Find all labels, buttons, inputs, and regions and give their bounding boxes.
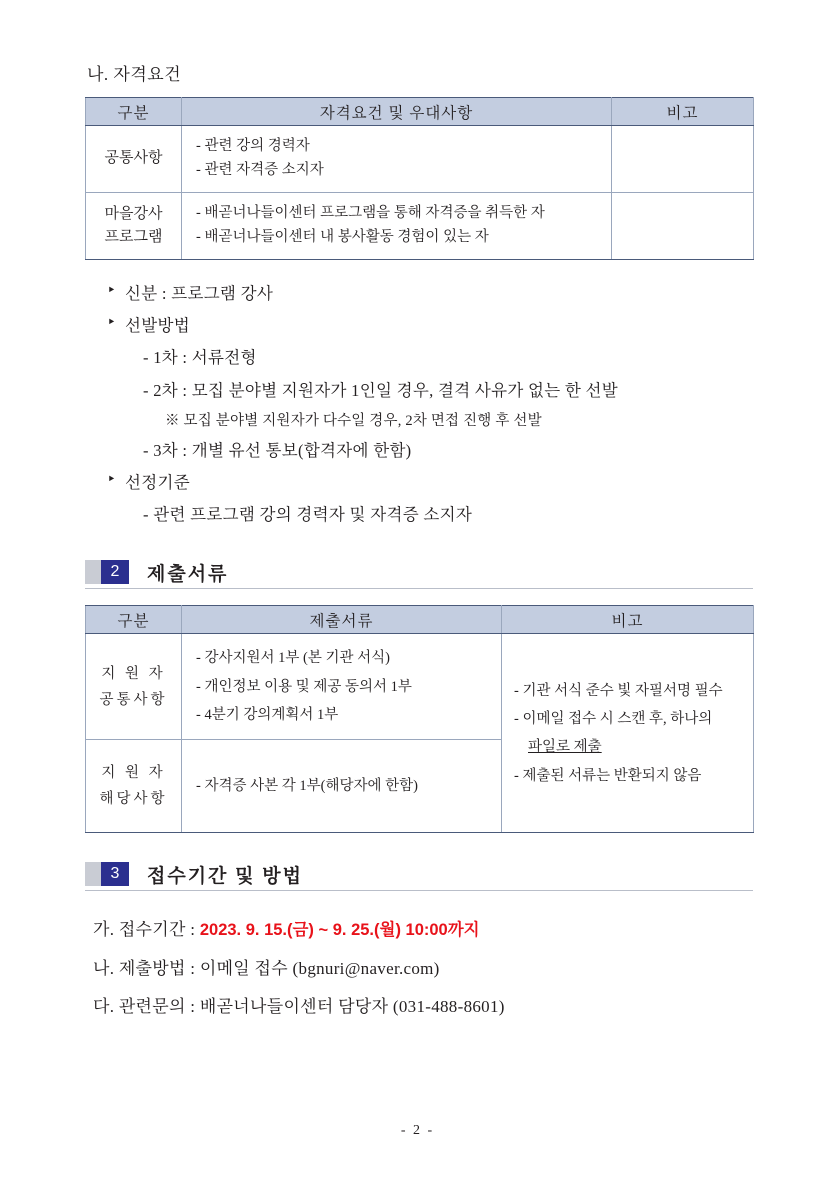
receipt-label: 나. 제출방법 :	[93, 958, 200, 978]
receipt-info	[93, 911, 755, 1026]
cell-category-line: 지 원 자	[101, 665, 166, 682]
note-item: - 제출된 서류는 반환되지 않음	[514, 767, 702, 784]
receipt-row	[93, 988, 755, 1026]
column-header-category: 구분	[86, 98, 182, 126]
bullet-list	[103, 278, 755, 531]
column-header-category: 구분	[86, 606, 182, 634]
list-item: - 3차 : 개별 유선 통보(합격자에 한함)	[143, 440, 412, 460]
cell-note	[612, 193, 754, 260]
receipt-row	[93, 911, 755, 949]
section-3	[85, 859, 753, 889]
receipt-contact-value: 배곧너나들이센터 담당자 (031-488-8601)	[199, 996, 505, 1016]
documents-table	[85, 605, 754, 833]
section-header	[85, 557, 753, 587]
list-item: ‣ 신분 : 프로그램 강사	[103, 278, 755, 310]
column-header-requirements: 자격요건 및 우대사항	[182, 98, 612, 126]
table-row	[86, 193, 754, 260]
cell-category	[86, 193, 182, 260]
section-title: 접수기간 및 방법	[147, 865, 303, 887]
section-bar	[85, 560, 101, 584]
section-2	[85, 557, 753, 587]
section-number: 3	[101, 862, 129, 886]
cell-category-line: 지 원 자	[101, 765, 166, 782]
document-item: - 개인정보 이용 및 제공 동의서 1부	[196, 678, 412, 695]
qualification-table	[85, 97, 754, 260]
cell-requirements	[182, 193, 612, 260]
cell-documents	[182, 634, 502, 740]
cell-category	[86, 740, 182, 833]
receipt-label: 다. 관련문의 :	[93, 996, 200, 1016]
table-header-row	[86, 98, 754, 126]
requirement-item: - 배곧너나들이센터 내 봉사활동 경험이 있는 자	[196, 229, 489, 245]
page-number: - 2 -	[400, 1123, 435, 1138]
section-number: 2	[101, 560, 129, 584]
cell-category-line: 해당사항	[99, 791, 168, 808]
page-title: 나. 자격요건	[87, 65, 182, 84]
cell-category: 공통사항	[86, 126, 182, 193]
cell-requirements	[182, 126, 612, 193]
section-divider	[85, 890, 753, 891]
column-header-note: 비고	[502, 606, 754, 634]
table-row	[86, 126, 754, 193]
list-item: ‣ 선정기준	[103, 467, 755, 499]
note-item-underlined: 파일로 제출	[528, 739, 602, 756]
section-bar	[85, 862, 101, 886]
cell-note	[612, 126, 754, 193]
section-header	[85, 859, 753, 889]
requirement-item: - 관련 강의 경력자	[196, 138, 310, 155]
receipt-label: 가. 접수기간 :	[93, 920, 200, 940]
list-item: ‣ 선발방법	[103, 310, 755, 342]
document-item: - 강사지원서 1부 (본 기관 서식)	[196, 650, 390, 667]
cell-category	[86, 634, 182, 740]
list-item-note: ※ 모집 분야별 지원자가 다수일 경우, 2차 면접 진행 후 선발	[165, 412, 542, 429]
receipt-period-value: 2023. 9. 15.(금) ~ 9. 25.(월) 10:00까지	[199, 921, 480, 940]
cell-category-line: 마을강사	[104, 205, 163, 222]
cell-note	[502, 634, 754, 833]
table-row	[86, 634, 754, 740]
receipt-row	[93, 950, 755, 988]
cell-documents	[182, 740, 502, 833]
cell-category-line: 공통사항	[99, 691, 168, 708]
cell-category-line: 프로그램	[104, 229, 163, 245]
list-item: - 관련 프로그램 강의 경력자 및 자격증 소지자	[143, 505, 473, 525]
list-item: - 2차 : 모집 분야별 지원자가 1인일 경우, 결격 사유가 없는 한 선발	[143, 380, 619, 400]
receipt-method-value: 이메일 접수 (bgnuri@naver.com)	[199, 958, 440, 978]
requirement-item: - 관련 자격증 소지자	[196, 162, 324, 178]
table-header-row	[86, 606, 754, 634]
section-divider	[85, 588, 753, 589]
column-header-note: 비고	[612, 98, 754, 126]
note-item: - 이메일 접수 시 스캔 후, 하나의	[514, 711, 713, 728]
note-item: - 기관 서식 준수 빛 자필서명 필수	[514, 682, 723, 699]
requirement-item: - 배곧너나들이센터 프로그램을 통해 자격증을 취득한 자	[196, 205, 545, 222]
list-item: - 1차 : 서류전형	[143, 348, 257, 368]
column-header-documents: 제출서류	[182, 606, 502, 634]
document-item: - 자격증 사본 각 1부(해당자에 한함)	[196, 778, 418, 795]
document-item: - 4분기 강의계획서 1부	[196, 707, 339, 723]
section-title: 제출서류	[147, 563, 229, 585]
